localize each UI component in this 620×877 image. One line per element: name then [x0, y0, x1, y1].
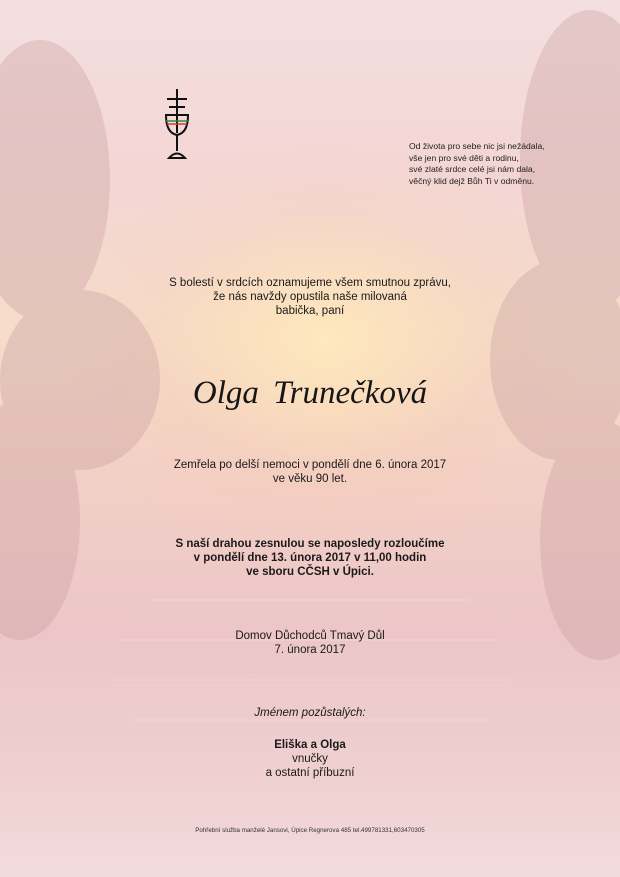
chalice-cross-icon: [163, 87, 191, 161]
funeral-service-footer: Pohřební služba manželé Jansovi, Úpice Regnerova 485 tel.499781331,603470305: [195, 827, 425, 834]
survivors-relation: vnučky: [292, 753, 328, 765]
poem: [409, 141, 545, 187]
date-text: 7. února 2017: [274, 644, 346, 656]
announcement-line: S bolestí v srdcích oznamujeme všem smutnou zprávu,: [169, 277, 451, 289]
poem-line: vše jen pro své děti a rodinu,: [409, 152, 519, 163]
survivors-heading: Jménem pozůstalých:: [254, 707, 366, 719]
farewell-line: v pondělí dne 13. února 2017 v 11,00 hodin: [193, 552, 427, 564]
deceased-name: Olga Trunečková: [192, 375, 428, 411]
survivors-others: a ostatní příbuzní: [265, 767, 355, 779]
poem-line: Od života pro sebe nic jsi nežádala,: [409, 141, 545, 151]
poem-line: své zlaté srdce celé jsi nám dala,: [409, 164, 536, 174]
farewell-line: ve sboru CČSH v Úpici.: [246, 566, 374, 578]
announcement-line: babička, paní: [275, 305, 345, 317]
death-info-line: Zemřela po delší nemoci v pondělí dne 6. února 2017: [173, 459, 447, 471]
poem-line: věčný klid dejž Bůh Ti v odměnu.: [409, 175, 535, 186]
announcement-line: že nás navždy opustila naše milovaná: [213, 291, 407, 303]
farewell-line: S naší drahou zesnulou se naposledy rozloučíme: [175, 538, 445, 550]
place-text: Domov Důchodců Tmavý Důl: [235, 630, 385, 642]
survivors-names: Eliška a Olga: [274, 739, 346, 751]
death-info-line: ve věku 90 let.: [272, 473, 348, 485]
